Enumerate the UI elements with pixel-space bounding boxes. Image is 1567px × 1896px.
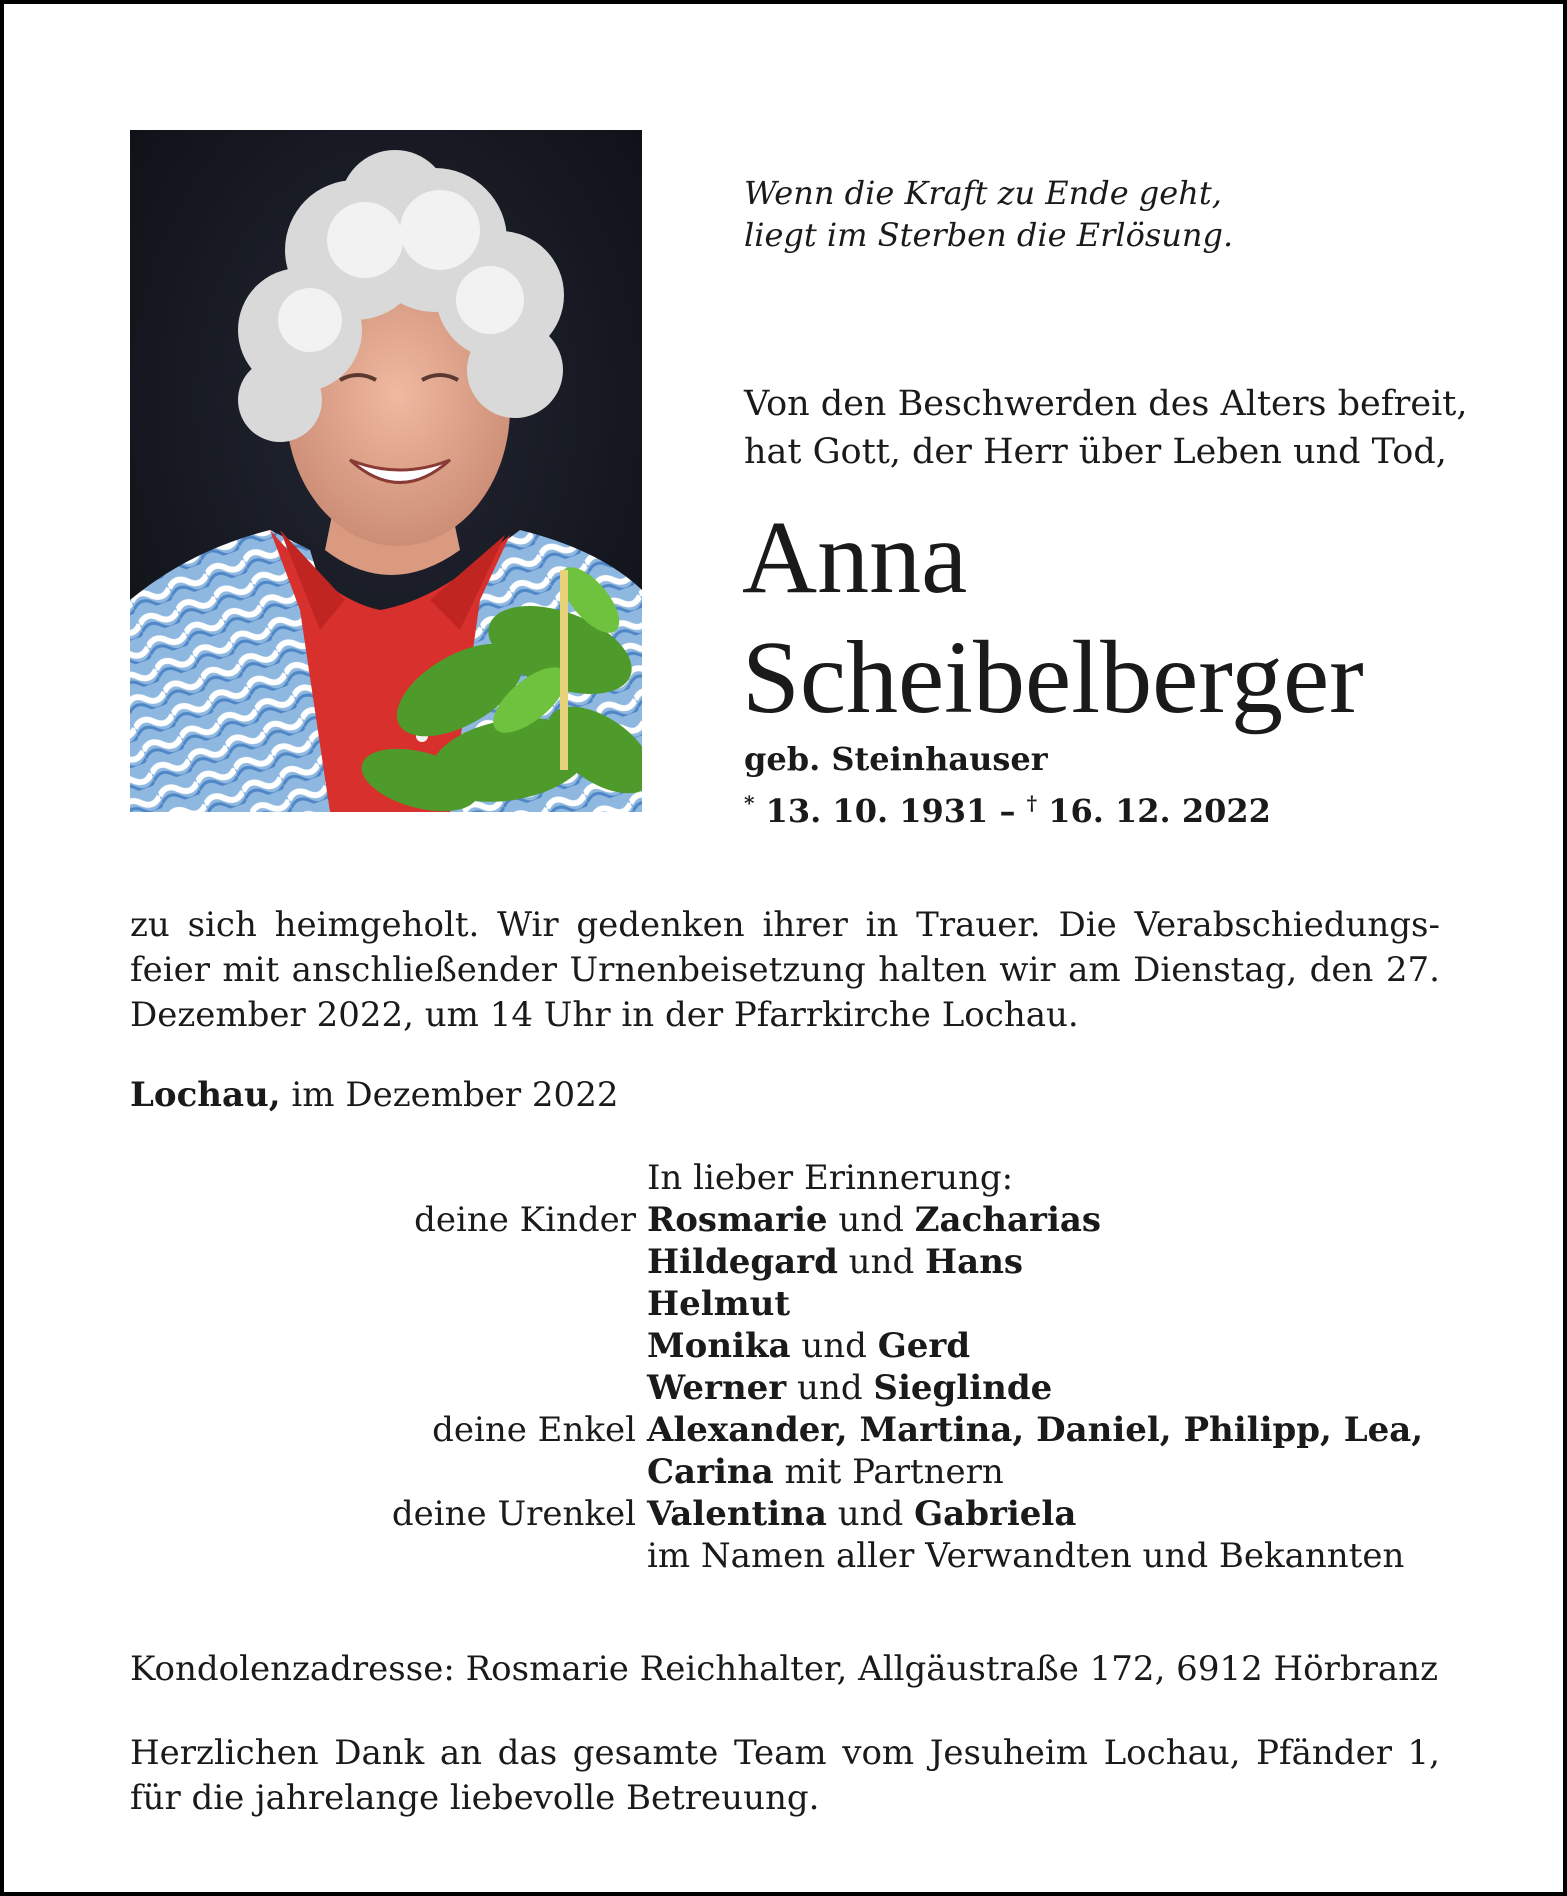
- place: Lochau,: [130, 1075, 281, 1115]
- portrait-photo: [130, 130, 642, 812]
- last-name: Scheibelberger: [742, 620, 1364, 735]
- first-name: Anna: [742, 500, 968, 615]
- family-row: [130, 1367, 1460, 1409]
- maiden-name: geb. Steinhauser: [744, 740, 1048, 778]
- children-pair: [647, 1199, 1101, 1241]
- conjunction: und: [797, 1368, 863, 1408]
- partner-name: Zacharias: [914, 1200, 1102, 1240]
- family-closing: im Namen aller Verwandten und Bekannten: [647, 1536, 1405, 1576]
- portrait-illustration: [130, 130, 642, 812]
- death-date: 16. 12. 2022: [1048, 792, 1271, 830]
- partner-name: Sieglinde: [873, 1368, 1053, 1408]
- children-pair: [647, 1367, 1052, 1409]
- motto-quote: [744, 172, 1233, 256]
- date: im Dezember 2022: [291, 1075, 619, 1115]
- thanks-line-2: für die jahrelange liebevolle Betreuung.: [130, 1778, 820, 1818]
- child-name: Monika: [647, 1326, 791, 1366]
- condolence-address: Kondolenzadresse: Rosmarie Reichhalter, Allgäustraße 172, 6912 Hörbranz: [130, 1649, 1438, 1689]
- child-name: Hildegard: [647, 1242, 838, 1282]
- birth-symbol: *: [744, 791, 755, 815]
- family-row: [130, 1535, 1460, 1577]
- family-list: [130, 1157, 1460, 1577]
- family-row: [130, 1199, 1460, 1241]
- life-dates: [744, 782, 1271, 832]
- intro-text: [744, 380, 1467, 476]
- conjunction: und: [848, 1242, 915, 1282]
- family-row: [130, 1493, 1460, 1535]
- great-grandchildren-label: deine Urenkel: [391, 1494, 636, 1534]
- family-row: [130, 1283, 1460, 1325]
- motto-line-1: Wenn die Kraft zu Ende geht,: [744, 174, 1222, 212]
- children-pair: [647, 1241, 1023, 1283]
- partner-name: Hans: [925, 1242, 1024, 1282]
- intro-line-2: hat Gott, der Herr über Leben und Tod,: [744, 432, 1447, 472]
- motto-line-2: liegt im Sterben die Erlösung.: [744, 216, 1234, 254]
- children-label: deine Kinder: [414, 1200, 636, 1240]
- deceased-name: [742, 498, 1364, 738]
- intro-line-1: Von den Beschwerden des Alters befreit,: [744, 384, 1468, 424]
- children-pair: [647, 1283, 790, 1325]
- grandchildren-names: Alexander, Martina, Daniel, Philipp, Lea,: [647, 1410, 1424, 1450]
- child-name: Rosmarie: [647, 1200, 828, 1240]
- family-row: [130, 1409, 1460, 1451]
- family-row: [130, 1241, 1460, 1283]
- family-row: [130, 1325, 1460, 1367]
- birth-date: 13. 10. 1931: [765, 792, 989, 830]
- obituary-page: [4, 4, 1563, 1892]
- child-name: Werner: [647, 1368, 787, 1408]
- date-dash: –: [999, 792, 1016, 830]
- family-row: [130, 1451, 1460, 1493]
- conjunction: und: [801, 1326, 867, 1366]
- death-symbol: †: [1026, 791, 1038, 815]
- thanks-line-1: Herzlichen Dank an das gesamte Team vom Jesuheim Lochau, Pfänder 1,: [130, 1733, 1440, 1773]
- children-pair: [647, 1325, 970, 1367]
- child-name: Helmut: [647, 1284, 791, 1324]
- thanks-text: [130, 1731, 1440, 1821]
- place-date: [130, 1073, 618, 1118]
- grandchildren-names-continued: Carina mit Partnern: [647, 1452, 1004, 1492]
- great-grandchildren-names: Valentina und Gabriela: [647, 1494, 1077, 1534]
- conjunction: und: [838, 1200, 904, 1240]
- announcement-text: zu sich heimgeholt. Wir gedenken ihrer in Trauer. Die Verabschiedungs-feier mit anschließender Urnenbeisetzung halten wir am Dienstag, den 27. Dezember 2022, um 14 Uhr in der Pfarrkirche Lochau.: [130, 905, 1440, 1035]
- partner-name: Gerd: [877, 1326, 971, 1366]
- grandchildren-label: deine Enkel: [432, 1410, 636, 1450]
- family-heading: In lieber Erinnerung:: [647, 1158, 1014, 1198]
- family-heading-row: [130, 1157, 1460, 1199]
